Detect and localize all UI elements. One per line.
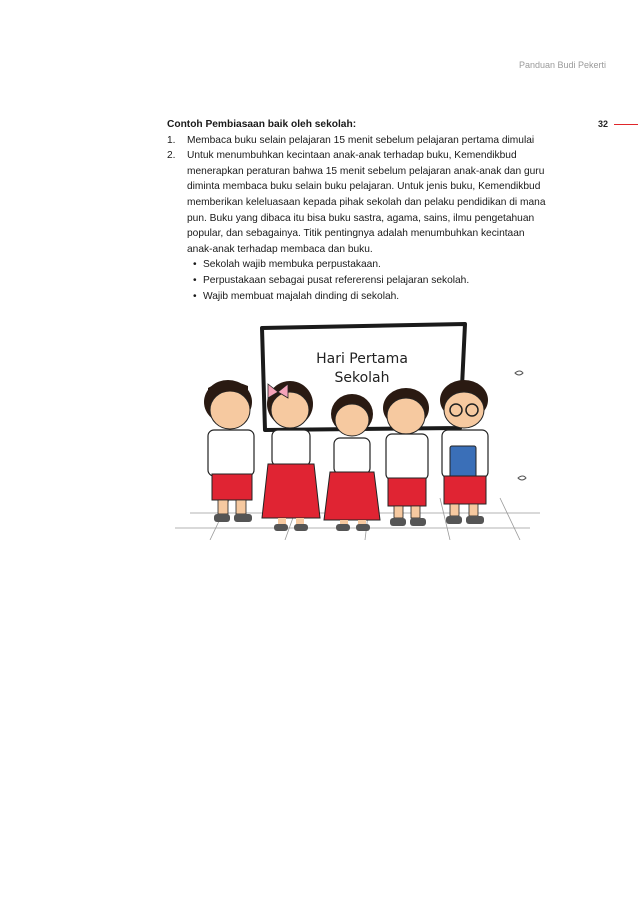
list-item [167,133,547,149]
bullet-item: • Wajib membuat majalah dinding di sekolah. [193,289,547,305]
section-heading: Contoh Pembiasaan baik oleh sekolah: [167,119,357,130]
child-boy-middle [383,388,429,526]
sparkle-marks [515,371,526,480]
child-boy-glasses [440,380,488,524]
list-text: Membaca buku selain pelajaran 15 menit sebelum pelajaran pertama dimulai [187,134,535,146]
child-girl-middle [324,394,380,531]
running-title: Panduan Budi Pekerti [518,60,606,70]
page-rule [614,124,638,125]
bullet-list [167,257,547,304]
sign-title-line1: Hari Pertama [316,351,408,367]
numbered-list [167,133,547,258]
bullet-item: • Sekolah wajib membuka perpustakaan. [193,257,547,273]
first-day-school-illustration [170,318,550,540]
content-section [167,117,547,304]
list-number: 2. [167,150,176,162]
book-icon [450,446,476,478]
page-number: 32 [598,119,609,129]
child-girl-bow [262,381,320,531]
list-number: 1. [167,134,176,146]
sign-title-line2: Sekolah [334,370,390,386]
list-text: Untuk menumbuhkan kecintaan anak-anak terhadap buku, Kemendikbud menerapkan peraturan bahwa 15 menit sebelum pelajaran anak-anak dan guru diminta membaca buku selain buku pelajaran. Untuk jenis buku, Kemendikbud memberikan keleluasaan kepada pihak sekolah dan pelaku pendidikan di mana pun. Buku yang dibaca itu bisa buku sastra, agama, sains, ilmu pengetahuan popular, dan sebagainya. Titik pentingnya adalah menumbuhkan kecintaan anak-anak terhadap membaca dan buku. [187,150,546,255]
bullet-item: • Perpustakaan sebagai pusat refererensi pelajaran sekolah. [193,273,547,289]
list-item [167,148,547,257]
